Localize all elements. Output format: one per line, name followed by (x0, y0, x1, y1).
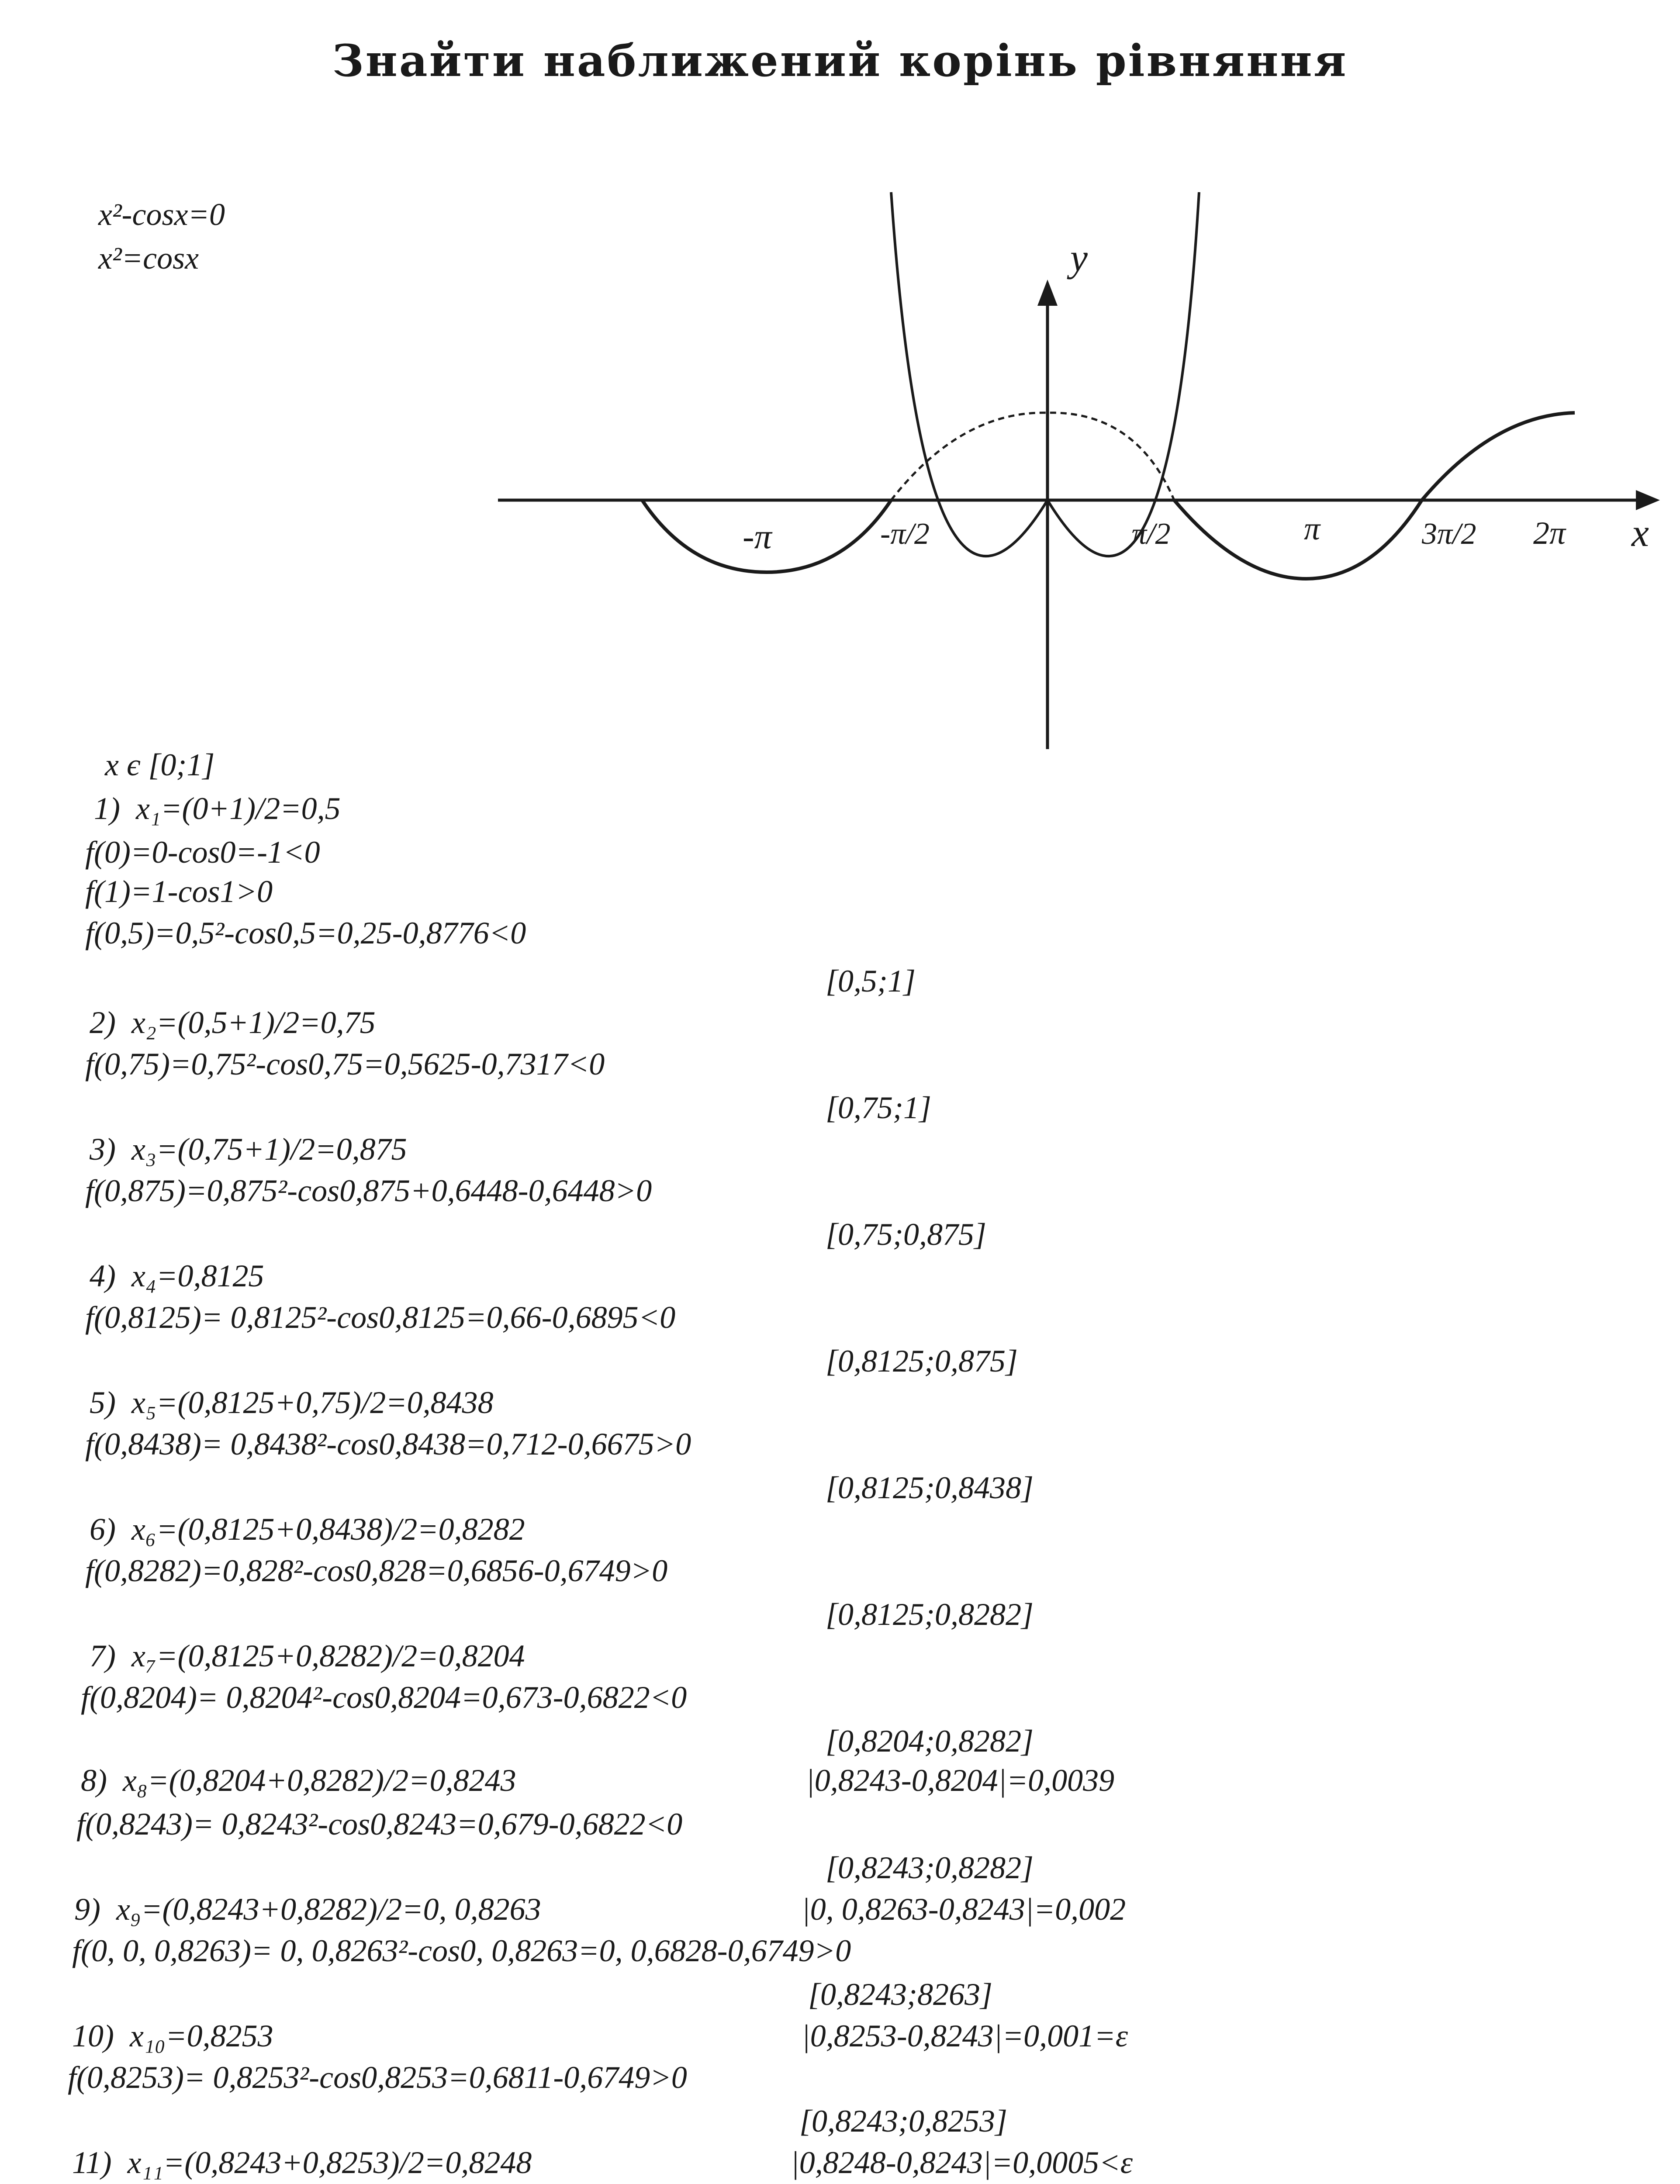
x-axis-arrow-icon (1636, 490, 1660, 510)
equation-line-1: x²-cosx=0 (98, 197, 225, 232)
step-1-line-3: f(1)=1-cos1>0 (85, 874, 273, 909)
step-3-line-1: 3) x₃=(0,75+1)/2=0,875 (90, 1132, 407, 1167)
step-5-interval: [0,8125;0,8438] (826, 1470, 1034, 1505)
step-8-interval: [0,8243;0,8282] (826, 1850, 1034, 1885)
step-6-line-2: f(0,8282)=0,828²-cos0,828=0,6856-0,6749>0 (85, 1553, 668, 1588)
page-title: Знайти наближений корінь рівняння (332, 35, 1348, 86)
step-9-interval: [0,8243;8263] (808, 1977, 993, 2012)
step-7-line-2: f(0,8204)= 0,8204²-cos0,8204=0,673-0,6822<0 (81, 1680, 687, 1715)
tick-label-minus-pi-half: -π/2 (880, 517, 930, 551)
step-1-line-2: f(0)=0-cos0=-1<0 (85, 835, 320, 870)
step-7-interval: [0,8204;0,8282] (826, 1724, 1034, 1759)
step-2-line-2: f(0,75)=0,75²-cos0,75=0,5625-0,7317<0 (85, 1047, 605, 1082)
step-4-line-1: 4) x₄=0,8125 (90, 1258, 264, 1293)
tick-label-minus-pi: -π (743, 518, 772, 556)
tick-label-pi-half: π/2 (1131, 517, 1171, 551)
step-4-interval: [0,8125;0,875] (826, 1344, 1018, 1379)
step-11-error: |0,8248-0,8243|=0,0005<ε (791, 2145, 1133, 2180)
step-4-line-2: f(0,8125)= 0,8125²-cos0,8125=0,66-0,6895<0 (85, 1300, 676, 1335)
step-10-line-1: 10) x₁₀=0,8253 (72, 2018, 273, 2053)
step-3-interval: [0,75;0,875] (826, 1217, 987, 1252)
step-3-line-2: f(0,875)=0,875²-cos0,875+0,6448-0,6448>0 (85, 1173, 652, 1208)
step-6-line-1: 6) x₆=(0,8125+0,8438)/2=0,8282 (90, 1512, 525, 1547)
step-7-line-1: 7) x₇=(0,8125+0,8282)/2=0,8204 (90, 1638, 525, 1673)
tick-label-pi: π (1304, 511, 1320, 547)
tick-label-two-pi: 2π (1533, 515, 1566, 551)
y-axis-label: y (1070, 236, 1088, 280)
equation-line-2: x²=cosx (98, 241, 199, 276)
step-5-line-2: f(0,8438)= 0,8438²-cos0,8438=0,712-0,6675>0 (85, 1427, 691, 1462)
step-1-line-4: f(0,5)=0,5²-cos0,5=0,25-0,8776<0 (85, 916, 526, 950)
step-8-line-1: 8) x₈=(0,8204+0,8282)/2=0,8243 (81, 1763, 516, 1798)
cosine-curve-right (1174, 413, 1575, 579)
step-11-line-1: 11) x₁₁=(0,8243+0,8253)/2=0,8248 (72, 2145, 532, 2180)
step-6-interval: [0,8125;0,8282] (826, 1597, 1034, 1632)
step-8-line-2: f(0,8243)= 0,8243²-cos0,8243=0,679-0,6822<0 (76, 1807, 683, 1842)
interval-statement: x є [0;1] (105, 747, 215, 782)
step-10-interval: [0,8243;0,8253] (799, 2104, 1008, 2139)
y-axis-arrow-icon (1037, 280, 1058, 306)
step-9-line-2: f(0, 0, 0,8263)= 0, 0,8263²-cos0, 0,8263=0, 0,6828-0,6749>0 (72, 1933, 851, 1968)
step-10-line-2: f(0,8253)= 0,8253²-cos0,8253=0,6811-0,6749>0 (68, 2060, 687, 2095)
x-axis-label: x (1632, 511, 1649, 555)
step-9-error: |0, 0,8263-0,8243|=0,002 (802, 1892, 1126, 1927)
step-8-error: |0,8243-0,8204|=0,0039 (806, 1763, 1115, 1798)
function-graph (480, 175, 1677, 756)
step-9-line-1: 9) x₉=(0,8243+0,8282)/2=0, 0,8263 (74, 1892, 541, 1927)
step-1-interval: [0,5;1] (826, 964, 916, 999)
step-5-line-1: 5) x₅=(0,8125+0,75)/2=0,8438 (90, 1385, 494, 1420)
tick-label-three-pi-half: 3π/2 (1422, 517, 1476, 551)
step-2-line-1: 2) x₂=(0,5+1)/2=0,75 (90, 1005, 376, 1040)
step-10-error: |0,8253-0,8243|=0,001=ε (802, 2018, 1128, 2053)
step-2-interval: [0,75;1] (826, 1090, 932, 1125)
step-1-line-1: 1) x₁=(0+1)/2=0,5 (94, 791, 341, 826)
